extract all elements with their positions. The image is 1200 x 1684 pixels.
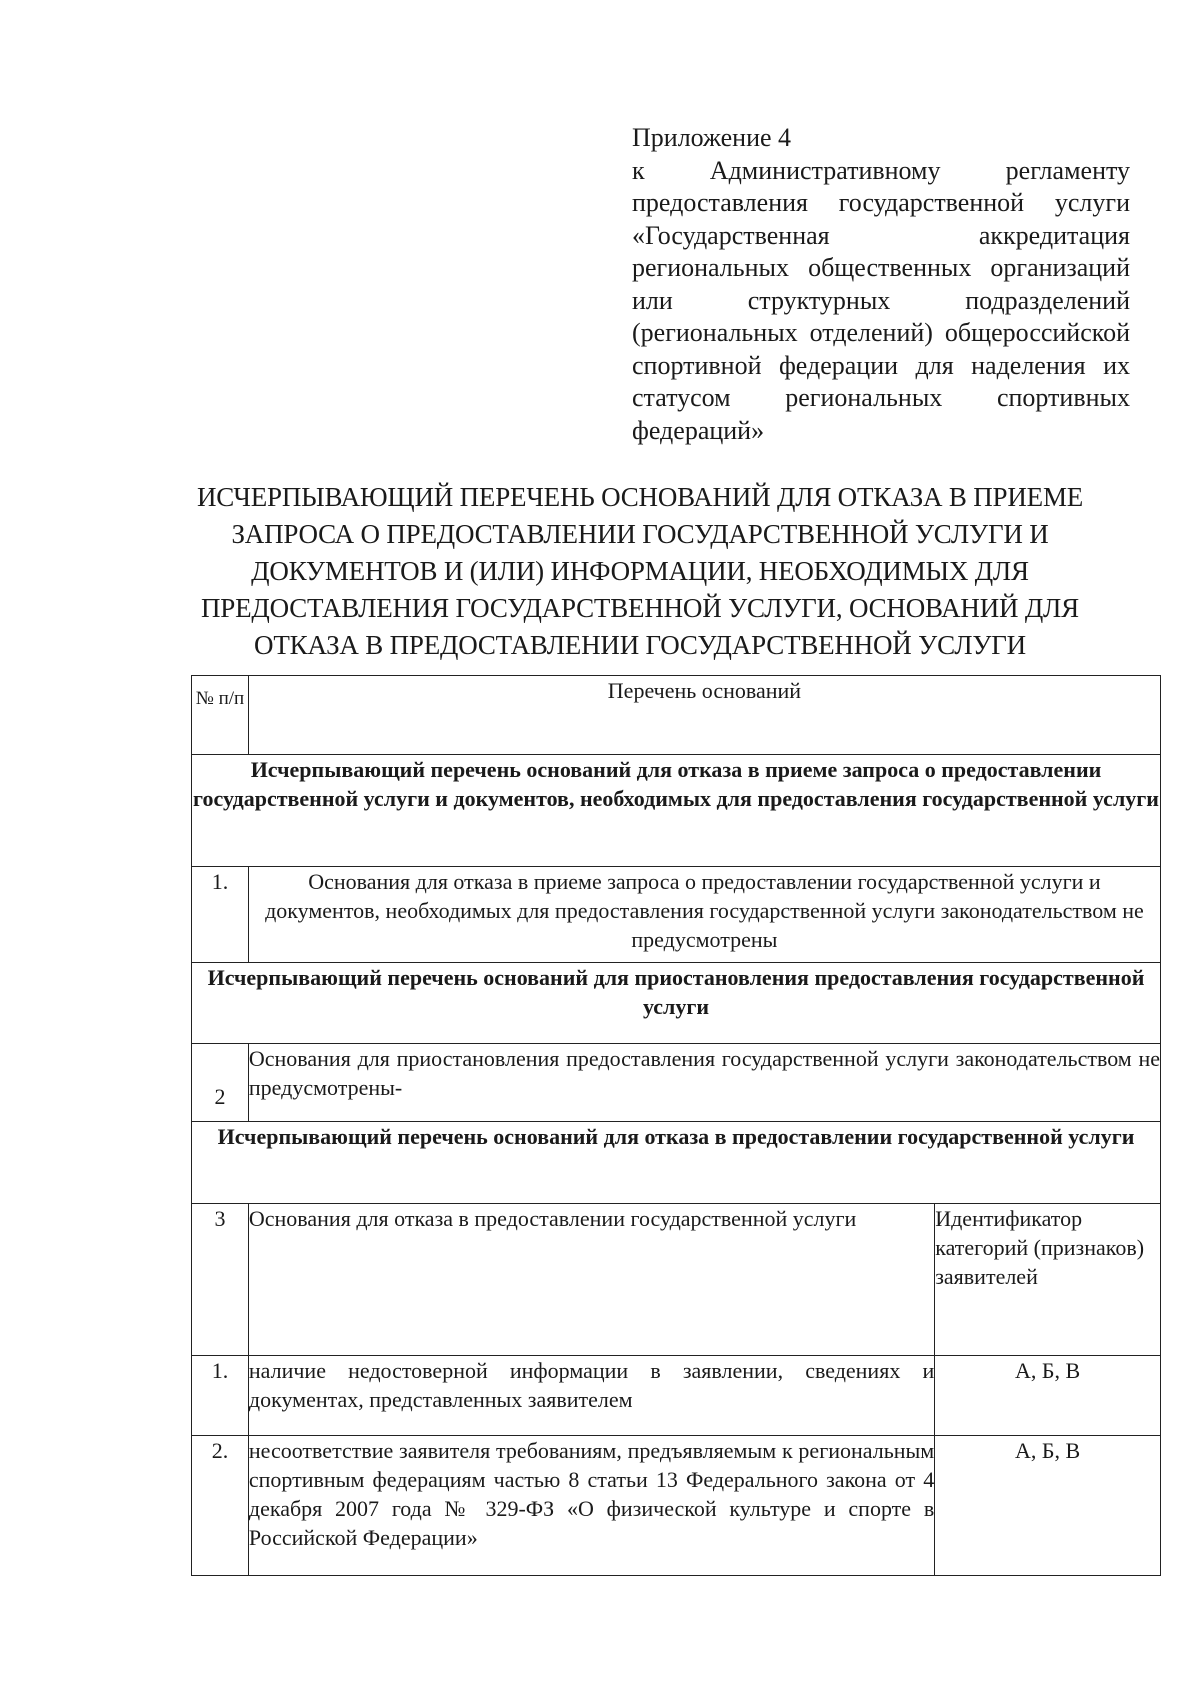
annex-reference: к Административному регламенту предоставления государственной услуги «Государственная аккредитация региональных общественных организаций или структурных подразделений (региональных отделений) общероссийской спортивной федерации для наделения их статусом региональных спортивных федераций»	[632, 155, 1130, 445]
row-1-text: Основания для отказа в приеме запроса о предоставлении государственной услуги и документов, необходимых для предоставления государственной услуги законодательством не предусмотрены	[248, 867, 1160, 963]
table-row	[192, 867, 1161, 963]
document-title: ИСЧЕРПЫВАЮЩИЙ ПЕРЕЧЕНЬ ОСНОВАНИЙ ДЛЯ ОТКАЗА В ПРИЕМЕ ЗАПРОСА О ПРЕДОСТАВЛЕНИИ ГОСУДАРСТВЕННОЙ УСЛУГИ И ДОКУМЕНТОВ И (ИЛИ) ИНФОРМАЦИИ, НЕОБХОДИМЫХ ДЛЯ ПРЕДОСТАВЛЕНИЯ ГОСУДАРСТВЕННОЙ УСЛУГИ, ОСНОВАНИЙ ДЛЯ ОТКАЗА В ПРЕДОСТАВЛЕНИИ ГОСУДАРСТВЕННОЙ УСЛУГИ	[196, 482, 1084, 660]
item-1-text: наличие недостоверной информации в заявлении, сведениях и документах, представленных заявителем	[248, 1356, 934, 1436]
item-2-category: А, Б, В	[935, 1436, 1161, 1576]
row-3-text: Основания для отказа в предоставлении государственной услуги	[248, 1204, 934, 1356]
item-2-number: 2.	[192, 1436, 249, 1576]
header-title: Перечень оснований	[248, 676, 1160, 755]
table-row	[192, 1436, 1161, 1576]
item-1-category: А, Б, В	[935, 1356, 1161, 1436]
table-row	[192, 1044, 1161, 1122]
section-3-title: Исчерпывающий перечень оснований для отказа в предоставлении государственной услуги	[192, 1122, 1161, 1204]
header-number: № п/п	[192, 676, 249, 755]
section-2-title: Исчерпывающий перечень оснований для приостановления предоставления государственной услуги	[192, 963, 1161, 1044]
item-2-text: несоответствие заявителя требованиям, предъявляемым к региональным спортивным федерациям частью 8 статьи 13 Федерального закона от 4 декабря 2007 года № 329-ФЗ «О физической культуре и спорте в Российской Федерации»	[248, 1436, 934, 1576]
table-row	[192, 1204, 1161, 1356]
annex-block	[632, 122, 1130, 447]
row-2-number: 2	[192, 1044, 249, 1122]
section-1-title: Исчерпывающий перечень оснований для отказа в приеме запроса о предоставлении государственной услуги и документов, необходимых для предоставления государственной услуги	[192, 755, 1161, 867]
applicant-category-header: Идентификатор категорий (признаков) заявителей	[935, 1204, 1161, 1356]
row-1-number: 1.	[192, 867, 249, 963]
section-row	[192, 755, 1161, 867]
item-1-number: 1.	[192, 1356, 249, 1436]
annex-heading: Приложение 4	[632, 123, 792, 152]
table-row	[192, 1356, 1161, 1436]
section-row	[192, 963, 1161, 1044]
row-3-number: 3	[192, 1204, 249, 1356]
table-header-row	[192, 676, 1161, 755]
row-2-text: Основания для приостановления предоставления государственной услуги законодательством не предусмотрены-	[248, 1044, 1160, 1122]
grounds-table	[191, 675, 1161, 1576]
section-row	[192, 1122, 1161, 1204]
